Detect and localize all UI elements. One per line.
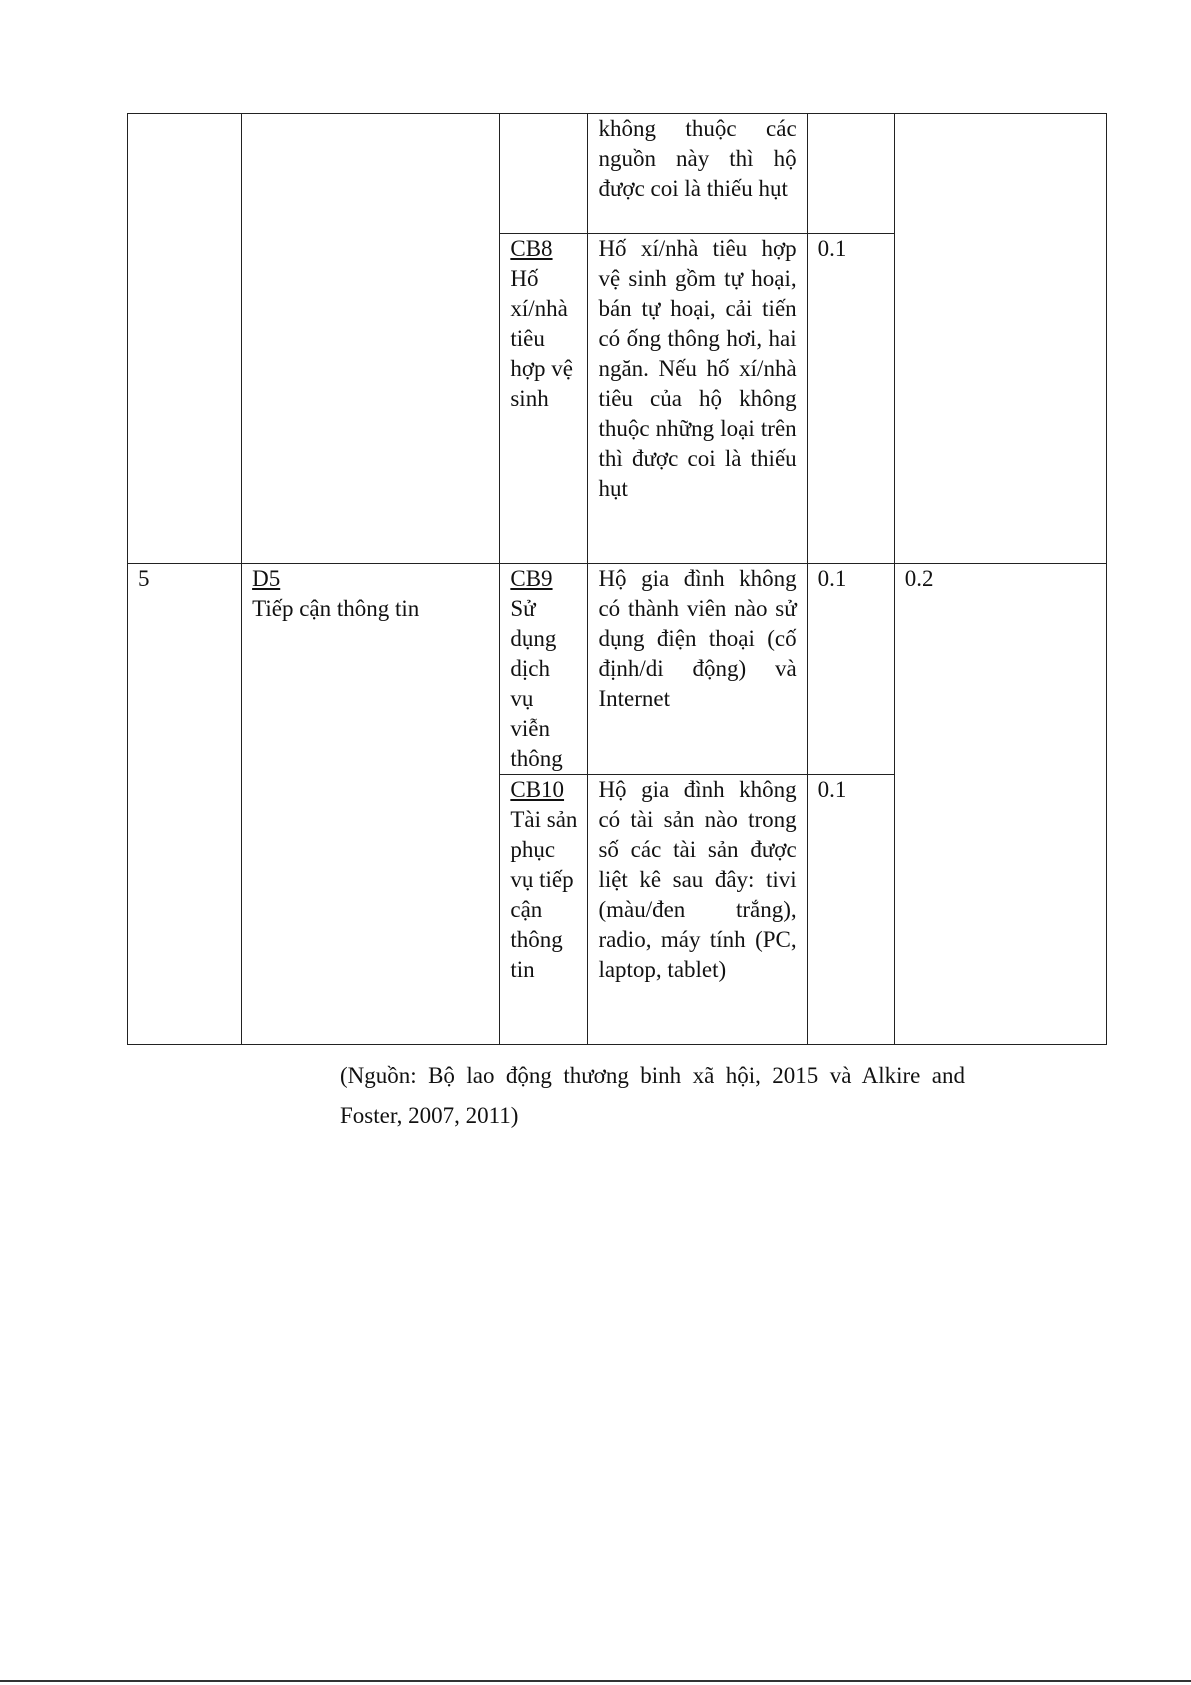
- description-text: Hố xí/nhà tiêu hợp vệ sinh gồm tự hoại, bán tự hoại, cải tiến có ống thông hơi, hai ngăn. Nếu hố xí/nhà tiêu của hộ không thuộc những loại trên thì được coi là thiếu hụt: [598, 236, 797, 501]
- dimension-cell: [242, 564, 500, 1045]
- page-bottom-rule: [0, 1680, 1191, 1682]
- weight-cell: [807, 114, 894, 234]
- dimension-code: D5: [252, 566, 281, 591]
- indicator-code: CB9: [510, 566, 553, 591]
- description-cell: [588, 775, 807, 1045]
- weight-value: 0.1: [817, 777, 847, 802]
- description-text: Hộ gia đình không có tài sản nào trong số các tài sản được liệt kê sau đây: tivi (màu/đen trắng), radio, máy tính (PC, laptop, tablet): [598, 777, 797, 982]
- dimension-name: Tiếp cận thông tin: [252, 596, 420, 621]
- description-text: không thuộc các nguồn này thì hộ được coi là thiếu hụt: [598, 116, 797, 201]
- indicator-name: Tài sản phục vụ tiếp cận thông tin: [510, 807, 578, 982]
- dimension-weight-cell: [894, 114, 1106, 564]
- weight-value: 0.1: [817, 566, 847, 591]
- indicator-cell: [500, 564, 588, 775]
- weight-cell: [807, 234, 894, 564]
- weight-cell: [807, 775, 894, 1045]
- indicator-name: Sử dụng dịch vụ viễn thông: [510, 596, 563, 771]
- indicator-cell: [500, 775, 588, 1045]
- number-cell: [128, 564, 242, 1045]
- number-cell: [128, 114, 242, 564]
- indicator-cell: [500, 114, 588, 234]
- source-note: (Nguồn: Bộ lao động thương binh xã hội, 2015 và Alkire and Foster, 2007, 2011): [340, 1063, 965, 1128]
- description-cell: [588, 564, 807, 775]
- dimension-cell: [242, 114, 500, 564]
- description-cell: [588, 234, 807, 564]
- dimension-weight-value: 0.2: [904, 566, 934, 591]
- weight-value: 0.1: [817, 236, 847, 261]
- indicator-code: CB8: [510, 236, 553, 261]
- indicator-code: CB10: [510, 777, 565, 802]
- indicator-table: [127, 113, 1107, 1045]
- table-row: [128, 114, 1107, 234]
- description-cell: [588, 114, 807, 234]
- dimension-weight-cell: [894, 564, 1106, 1045]
- indicator-name: Hố xí/nhà tiêu hợp vệ sinh: [510, 266, 573, 411]
- table-row: [128, 564, 1107, 775]
- weight-cell: [807, 564, 894, 775]
- indicator-cell: [500, 234, 588, 564]
- row-number: 5: [138, 566, 150, 591]
- description-text: Hộ gia đình không có thành viên nào sử dụng điện thoại (cố định/di động) và Internet: [598, 566, 797, 711]
